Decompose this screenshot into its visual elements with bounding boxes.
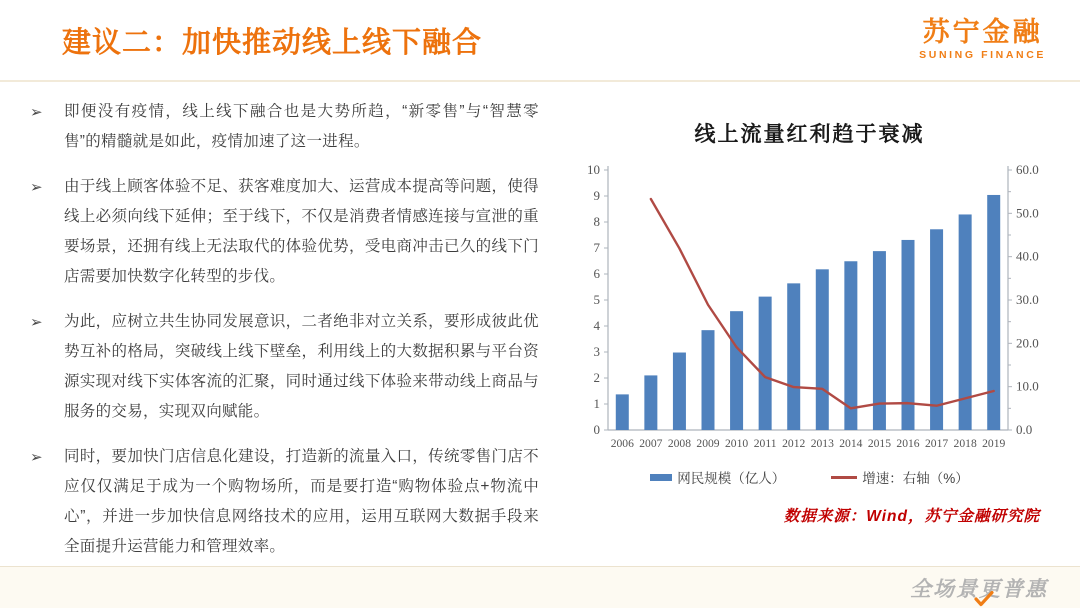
arrow-bullet-icon: ➢ [30,449,43,466]
logo-cn-text: 苏宁金融 [922,17,1043,48]
bullet-text: 同时，要加快门店信息化建设，打造新的流量入口，传统零售门店不应仅仅满足于成为一个购物场所，而是要打造“购物体验点+物流中心”，并进一步加快信息网络技术的应用，运用互联网大数据手段来全面提升运营能力和管理效率。 [64,448,539,555]
svg-text:9: 9 [593,188,600,203]
svg-text:60.0: 60.0 [1015,162,1039,177]
check-mark-icon [974,591,994,607]
line-series-swatch-icon [831,476,857,479]
svg-text:2010: 2010 [724,437,748,450]
bullet-text: 即便没有疫情，线上线下融合也是大势所趋，“新零售”与“智慧零售”的精髓就是如此，疫情加速了这一进程。 [64,103,539,150]
slide-footer [0,566,1080,608]
svg-text:2006: 2006 [610,437,634,450]
bullet-item [30,307,539,427]
svg-text:2012: 2012 [781,437,805,450]
legend-item-users [650,467,785,487]
bullet-item [30,97,539,157]
svg-text:2017: 2017 [924,437,948,450]
svg-text:2014: 2014 [838,437,862,450]
logo-en-text: SUNING FINANCE [919,49,1046,62]
watermark-text: 全场景更普惠 [910,577,1048,601]
chart-legend [650,467,969,487]
svg-text:2008: 2008 [667,437,691,450]
svg-text:5: 5 [593,292,600,307]
svg-text:2011: 2011 [753,437,777,450]
svg-text:30.0: 30.0 [1015,292,1039,307]
svg-text:2019: 2019 [981,437,1005,450]
svg-text:0: 0 [593,422,600,437]
slide-header [0,0,1080,82]
bullet-text: 为此，应树立共生协同发展意识，二者绝非对立关系，要形成彼此优势互补的格局，突破线上线下壁垒，利用线上的大数据积累与平台资源实现对线下实体客流的汇聚，同时通过线下体验来带动线上商品与服务的交易，实现双向赋能。 [64,313,539,420]
svg-text:50.0: 50.0 [1015,205,1039,221]
data-source-note: 数据来源：Wind，苏宁金融研究院 [783,508,1040,525]
chart-title: 线上流量红利趋于衰减 [694,123,925,146]
slogan-watermark [910,573,1048,603]
svg-text:10: 10 [586,162,600,177]
bar-line-chart [566,158,1054,460]
suning-finance-logo [919,18,1046,61]
svg-text:2009: 2009 [695,437,720,450]
svg-text:4: 4 [593,318,600,333]
svg-text:2: 2 [593,370,600,385]
legend-label: 增速：右轴（%） [862,471,969,486]
bullet-item [30,172,539,292]
svg-text:2018: 2018 [953,437,977,450]
svg-text:2016: 2016 [895,437,920,450]
bullet-item [30,442,539,562]
svg-text:10.0: 10.0 [1015,378,1039,394]
bullet-text: 由于线上顾客体验不足、获客难度加大、运营成本提高等问题，使得线上必须向线下延伸；至于线下，不仅是消费者情感连接与宣泄的重要场景，还拥有线上无法取代的体验优势，受电商冲击已久的线下门店需要加快数字化转型的步伐。 [64,178,539,285]
svg-text:7: 7 [593,240,600,255]
svg-text:3: 3 [593,344,600,359]
chart-panel [545,82,1080,565]
chart-canvas [566,158,1054,465]
svg-text:6: 6 [593,266,600,281]
arrow-bullet-icon: ➢ [30,179,43,196]
slide-body [0,82,1080,565]
svg-text:40.0: 40.0 [1015,248,1039,264]
svg-text:20.0: 20.0 [1015,335,1039,351]
bar-series-swatch-icon [650,474,672,481]
arrow-bullet-icon: ➢ [30,104,43,121]
svg-text:0.0: 0.0 [1015,422,1032,437]
legend-item-growth [831,467,969,487]
svg-text:2007: 2007 [638,437,662,450]
legend-label: 网民规模（亿人） [677,471,786,486]
page-title: 建议二：加快推动线上线下融合 [62,26,483,59]
svg-text:2013: 2013 [810,437,834,450]
svg-text:2015: 2015 [867,437,891,450]
svg-text:8: 8 [593,214,600,229]
bullet-list [0,82,545,565]
arrow-bullet-icon: ➢ [30,314,43,331]
svg-text:1: 1 [593,396,600,411]
